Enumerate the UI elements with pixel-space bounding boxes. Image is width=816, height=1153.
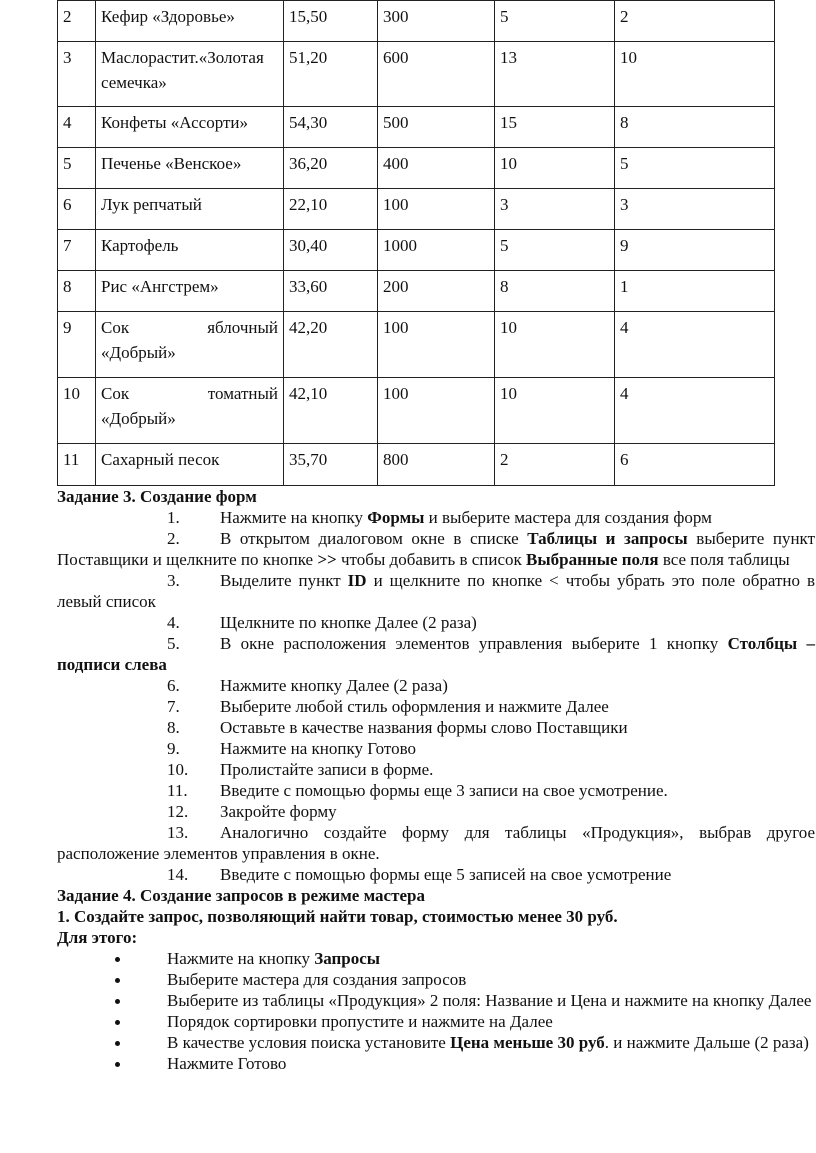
row-number: 4 [58,107,96,148]
task3-step [57,759,815,780]
task4-bullet [57,948,815,969]
step-number: 6. [167,676,180,695]
step-text: Введите с помощью формы еще 3 записи на свое усмотрение. [220,781,668,800]
task4-bullet [57,1053,815,1074]
row-number: 10 [58,378,96,444]
step-bold: Таблицы и запросы [527,529,688,548]
bullet-text: В качестве условия поиска установите [167,1033,451,1052]
product-quantity: 200 [378,271,495,312]
bullet-bold: Цена меньше 30 руб [450,1033,605,1052]
table-row [58,189,775,230]
step-text: Оставьте в качестве названия формы слово Поставщики [220,718,628,737]
product-name: Конфеты «Ассорти» [96,107,284,148]
bullet-icon [115,1062,120,1067]
step-text: Введите с помощью формы еще 5 записей на свое усмотрение [220,865,672,884]
task3-step [57,780,815,801]
step-number: 10. [167,760,189,779]
step-text: Нажмите кнопку Далее (2 раза) [220,676,448,695]
table-cell: 6 [615,444,775,486]
table-cell: 10 [615,42,775,107]
product-name [96,312,284,378]
table-cell: 5 [615,148,775,189]
row-number: 6 [58,189,96,230]
step-text: Нажмите на кнопку [220,508,368,527]
row-number: 11 [58,444,96,486]
table-cell: 8 [615,107,775,148]
bullet-text: Выберите из таблицы «Продукция» 2 поля: Название и Цена и нажмите на кнопку Далее [167,991,812,1010]
table-cell: 10 [495,378,615,444]
step-text: все поля таблицы [658,550,790,569]
product-price: 42,10 [284,378,378,444]
step-text: В окне расположения элементов управления выберите 1 кнопку [220,634,728,653]
bullet-text: . и нажмите Дальше (2 раза) [604,1033,809,1052]
bullet-icon [115,999,120,1004]
product-price: 54,30 [284,107,378,148]
step-text: Выделите пункт [220,571,348,590]
step-text: выберите пункт Поставщики и щелкните по кнопке [57,529,816,569]
product-name: Сахарный песок [96,444,284,486]
step-bold: Столбцы – подписи слева [57,634,816,674]
table-cell: 10 [495,148,615,189]
bullet-icon [115,1041,120,1046]
task4-for-this: Для этого: [57,928,138,947]
product-quantity: 300 [378,1,495,42]
task3-step [57,612,815,633]
task3-step [57,528,815,570]
task3-step [57,507,815,528]
step-text: Закройте форму [220,802,337,821]
task4-heading: Задание 4. Создание запросов в режиме мастера [57,886,425,905]
table-row [58,444,775,486]
table-cell: 5 [495,1,615,42]
product-price: 42,20 [284,312,378,378]
product-name-line: «Добрый» [101,343,176,362]
row-number: 8 [58,271,96,312]
bullet-text: Выберите мастера для создания запросов [167,970,467,989]
step-number: 14. [167,865,189,884]
step-text: Нажмите на кнопку Готово [220,739,416,758]
table-cell: 13 [495,42,615,107]
table-cell: 15 [495,107,615,148]
product-quantity: 400 [378,148,495,189]
row-number: 2 [58,1,96,42]
step-text: Щелкните по кнопке Далее (2 раза) [220,613,477,632]
product-name: Маслорастит.«Золотая семечка» [96,42,284,107]
step-bold: ID [347,571,367,590]
product-name [96,378,284,444]
product-price: 35,70 [284,444,378,486]
table-row [58,271,775,312]
product-price: 51,20 [284,42,378,107]
table-cell: 3 [495,189,615,230]
step-text: Аналогично создайте форму для таблицы «Продукция», выбрав другое расположение элементов управления в окне. [57,823,815,863]
table-cell: 4 [615,378,775,444]
step-bold: Выбранные поля [526,550,659,569]
row-number: 3 [58,42,96,107]
table-row [58,107,775,148]
table-cell: 8 [495,271,615,312]
bullet-text: Порядок сортировки пропустите и нажмите на Далее [167,1012,553,1031]
product-price: 30,40 [284,230,378,271]
table-row [58,148,775,189]
product-quantity: 100 [378,312,495,378]
task3-step [57,801,815,822]
step-text: Выберите любой стиль оформления и нажмите Далее [220,697,609,716]
products-table [57,0,775,486]
product-quantity: 600 [378,42,495,107]
task3-step [57,696,815,717]
bullet-text: Нажмите Готово [167,1054,287,1073]
product-name: Печенье «Венское» [96,148,284,189]
task3-step [57,717,815,738]
step-bold: Формы [367,508,425,527]
task3-step [57,864,815,885]
table-row [58,42,775,107]
task4-bullet [57,1011,815,1032]
step-text: Пролистайте записи в форме. [220,760,434,779]
step-number: 4. [167,613,180,632]
step-text: и выберите мастера для создания форм [424,508,712,527]
step-number: 2. [167,529,180,548]
step-number: 1. [167,508,180,527]
table-cell: 9 [615,230,775,271]
step-number: 13. [167,823,189,842]
product-price: 22,10 [284,189,378,230]
row-number: 9 [58,312,96,378]
step-number: 7. [167,697,180,716]
step-number: 8. [167,718,180,737]
row-number: 5 [58,148,96,189]
table-cell: 1 [615,271,775,312]
bullet-icon [115,1020,120,1025]
product-name: Картофель [96,230,284,271]
product-quantity: 500 [378,107,495,148]
step-number: 12. [167,802,189,821]
table-row [58,378,775,444]
bullet-bold: Запросы [314,949,381,968]
step-number: 3. [167,571,180,590]
step-text: В открытом диалоговом окне в списке [220,529,528,548]
task3-step [57,822,815,864]
product-name-line: Сок яблочный [101,318,278,337]
table-cell: 4 [615,312,775,378]
table-cell: 5 [495,230,615,271]
table-cell: 2 [495,444,615,486]
document-body [57,486,815,1074]
step-bold: >> [317,550,337,569]
product-name-line: Сок томатный [101,384,278,403]
product-price: 15,50 [284,1,378,42]
task3-step [57,738,815,759]
table-cell: 10 [495,312,615,378]
task4-bullet [57,969,815,990]
table-row [58,312,775,378]
task3-step [57,675,815,696]
product-quantity: 100 [378,189,495,230]
product-quantity: 100 [378,378,495,444]
task3-heading: Задание 3. Создание форм [57,487,257,506]
product-quantity: 800 [378,444,495,486]
task3-step [57,633,815,675]
task4-bullet [57,990,815,1011]
product-name: Рис «Ангстрем» [96,271,284,312]
bullet-text: Нажмите на кнопку [167,949,315,968]
table-cell: 3 [615,189,775,230]
table-cell: 2 [615,1,775,42]
product-name: Кефир «Здоровье» [96,1,284,42]
step-number: 11. [167,781,188,800]
step-text: чтобы добавить в список [336,550,527,569]
product-name-line: «Добрый» [101,409,176,428]
task3-step [57,570,815,612]
task4-bullet [57,1032,815,1053]
bullet-icon [115,978,120,983]
row-number: 7 [58,230,96,271]
product-price: 33,60 [284,271,378,312]
product-name: Лук репчатый [96,189,284,230]
step-text: и щелкните по кнопке < чтобы убрать это поле обратно в левый список [57,571,815,611]
product-quantity: 1000 [378,230,495,271]
step-number: 9. [167,739,180,758]
table-row [58,230,775,271]
product-price: 36,20 [284,148,378,189]
task4-subheading: 1. Создайте запрос, позволяющий найти товар, стоимостью менее 30 руб. [57,907,618,926]
table-row [58,1,775,42]
step-number: 5. [167,634,180,653]
bullet-icon [115,957,120,962]
